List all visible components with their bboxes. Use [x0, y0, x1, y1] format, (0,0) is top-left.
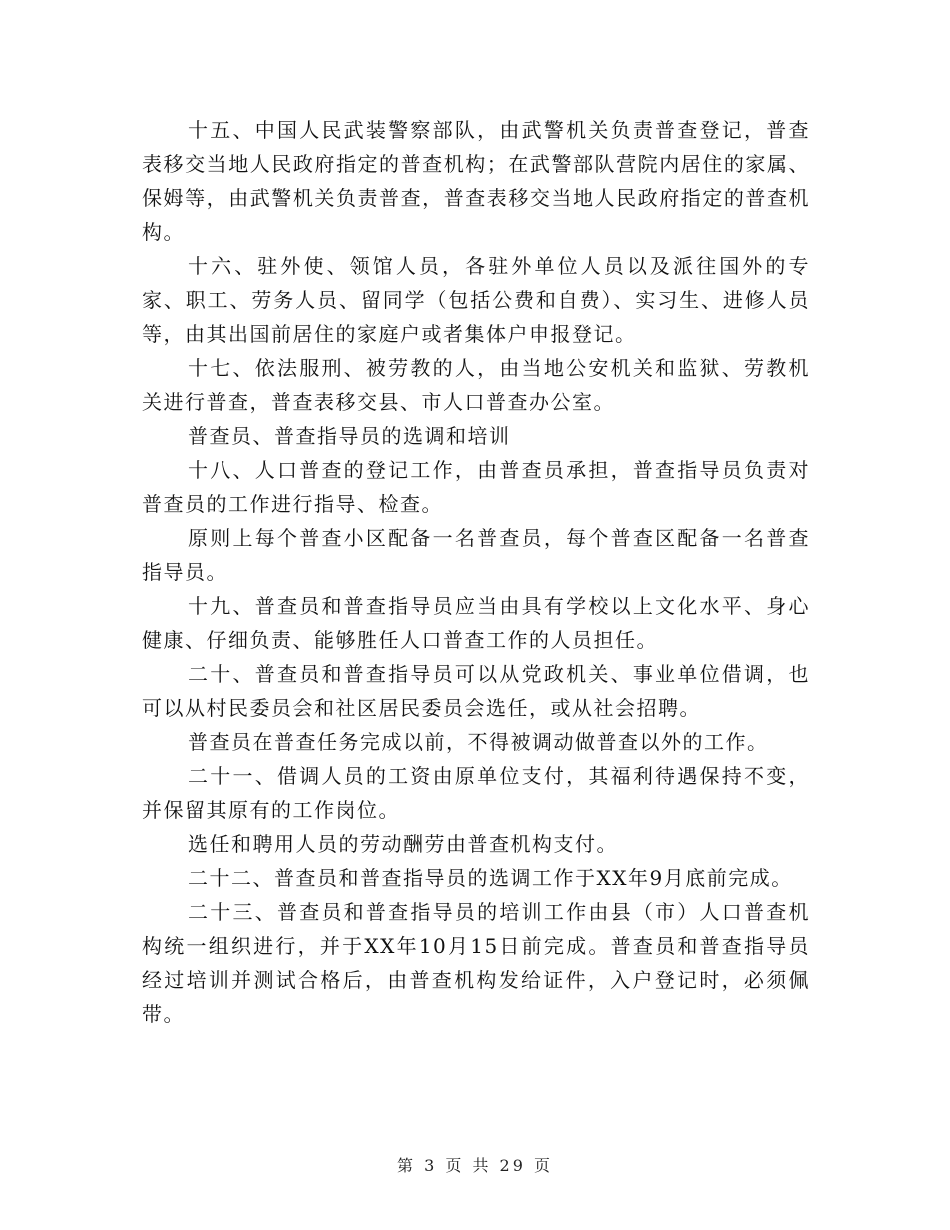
- paragraph-15: 十五、中国人民武装警察部队，由武警机关负责普查登记，普查表移交当地人民政府指定的普查机构；在武警部队营院内居住的家属、保姆等，由武警机关负责普查，普查表移交当地人民政府指定的普查机构。: [142, 118, 810, 244]
- paragraph-20-note: 普查员在普查任务完成以前，不得被调动做普查以外的工作。: [188, 730, 769, 754]
- page-number-footer: 第 3 页 共 29 页: [397, 1156, 553, 1175]
- paragraph-18-principle: 原则上每个普查小区配备一名普查员，每个普查区配备一名普查指导员。: [142, 526, 810, 584]
- paragraph-19: 十九、普查员和普查指导员应当由具有学校以上文化水平、身心健康、仔细负责、能够胜任人口普查工作的人员担任。: [142, 594, 810, 652]
- paragraph-20: 二十、普查员和普查指导员可以从党政机关、事业单位借调，也可以从村民委员会和社区居民委员会选任，或从社会招聘。: [142, 662, 810, 720]
- paragraph-21: 二十一、借调人员的工资由原单位支付，其福利待遇保持不变，并保留其原有的工作岗位。: [142, 764, 810, 822]
- document-body: [142, 113, 810, 1031]
- paragraph-21-note: 选任和聘用人员的劳动酬劳由普查机构支付。: [188, 832, 618, 856]
- paragraph-22: 二十二、普查员和普查指导员的选调工作于XX年9月底前完成。: [188, 866, 793, 890]
- paragraph-17: 十七、依法服刑、被劳教的人，由当地公安机关和监狱、劳教机关进行普查，普查表移交县、市人口普查办公室。: [142, 356, 810, 414]
- section-heading: 普查员、普查指导员的选调和培训: [188, 424, 511, 448]
- paragraph-23: 二十三、普查员和普查指导员的培训工作由县（市）人口普查机构统一组织进行，并于XX年10月15日前完成。普查员和普查指导员经过培训并测试合格后，由普查机构发给证件，入户登记时，必须佩带。: [142, 900, 810, 1026]
- paragraph-16: 十六、驻外使、领馆人员，各驻外单位人员以及派往国外的专家、职工、劳务人员、留同学（包括公费和自费）、实习生、进修人员等，由其出国前居住的家庭户或者集体户申报登记。: [142, 254, 810, 346]
- paragraph-18: 十八、人口普查的登记工作，由普查员承担，普查指导员负责对普查员的工作进行指导、检查。: [142, 458, 810, 516]
